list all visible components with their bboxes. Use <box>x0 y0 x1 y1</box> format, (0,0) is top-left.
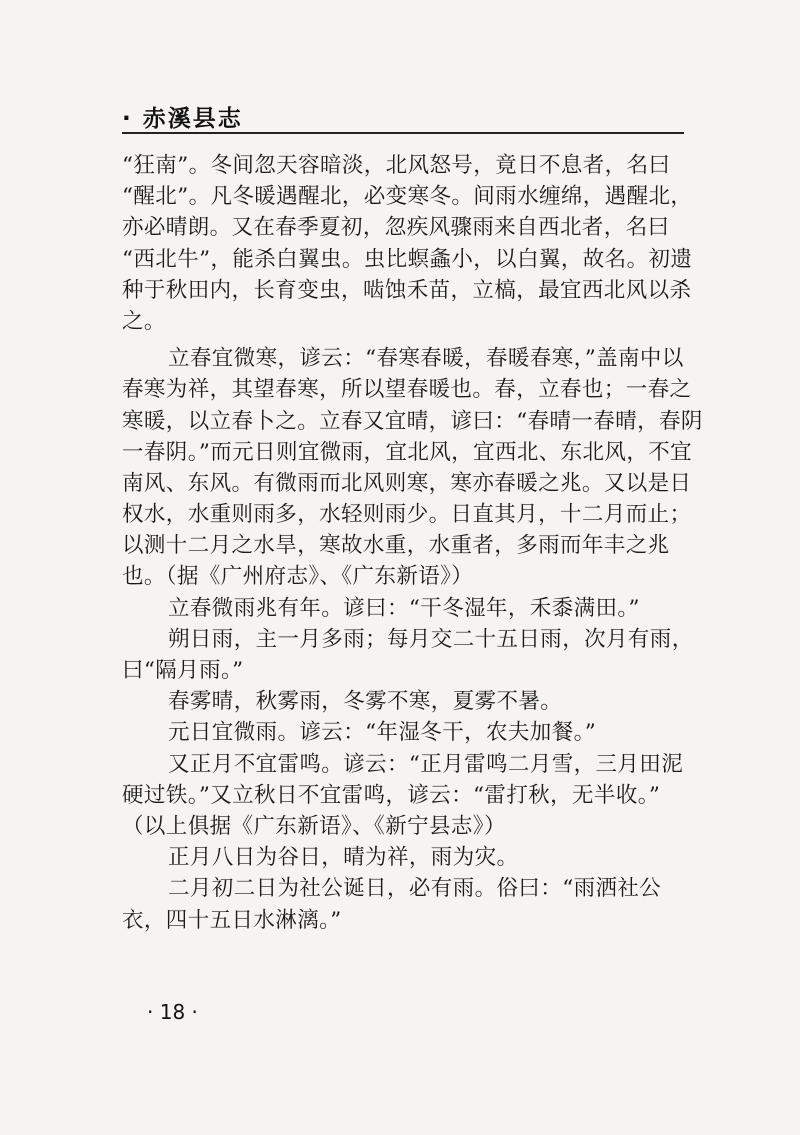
running-header-title: · 赤溪县志 <box>122 106 243 132</box>
text-line: 南风、东风。有微雨而北风则寒，寒亦春暖之兆。又以是日 <box>122 470 692 496</box>
text-line: 朔日雨，主一月多雨；每月交二十五日雨，次月有雨， <box>168 626 694 652</box>
text-line: 一春阴。”而元日则宜微雨，宜北风，宜西北、东北风，不宜 <box>122 439 693 465</box>
text-line: 又正月不宜雷鸣。谚云：“正月雷鸣二月雪，三月田泥 <box>168 751 684 777</box>
text-line: 春雾晴，秋雾雨，冬雾不寒，夏雾不暑。 <box>168 689 563 715</box>
text-line: 也。（据《广州府志》、《广东新语》） <box>122 564 474 590</box>
running-header <box>122 98 684 134</box>
text-line: 元日宜微雨。谚云：“年湿冬干，农夫加餐。” <box>168 720 597 746</box>
text-line: “狂南”。冬间忽天容暗淡，北风怒号，竟日不息者，名曰 <box>122 153 671 178</box>
text-line: 种于秋田内，长育变虫，啮蚀禾苗，立槁，最宜西北风以杀 <box>122 277 692 303</box>
text-line: 寒暖，以立春卜之。立春又宜晴，谚曰：“春晴一春晴，春阴 <box>122 408 703 434</box>
text-line: （以上俱据《广东新语》、《新宁县志》） <box>122 813 506 839</box>
page-number: · 18 · <box>147 1000 198 1024</box>
text-line: 亦必晴朗。又在春季夏初，忽疾风骤雨来自西北者，名曰 <box>122 215 670 241</box>
text-line: 立春微雨兆有年。谚曰：“干冬湿年，禾黍满田。” <box>168 595 640 621</box>
text-line: 权水，水重则雨多，水轻则雨少。日直其月，十二月而止； <box>122 502 692 528</box>
text-line: 以测十二月之水旱，寒故水重，水重者，多雨而年丰之兆 <box>122 533 670 559</box>
text-line: 曰“隔月雨。” <box>122 658 244 683</box>
body-text <box>122 150 703 936</box>
text-line: “西北牛”，能杀白翼虫。虫比螟螽小，以白翼，故名。初遗 <box>122 246 693 272</box>
header-rule <box>122 132 684 134</box>
text-line: 硬过铁。”又立秋日不宜雷鸣，谚云：“雷打秋，无半收。” <box>122 782 661 808</box>
text-line: 衣，四十五日水淋漓。” <box>122 907 342 933</box>
text-line: 二月初二日为社公诞日，必有雨。俗曰：“雨洒社公 <box>168 876 662 902</box>
text-line: 之。 <box>122 308 166 334</box>
text-line: 正月八日为谷日，晴为祥，雨为灾。 <box>168 845 519 871</box>
text-line: 立春宜微寒，谚云：“春寒春暖，春暖春寒，”盖南中以 <box>168 346 684 372</box>
text-line: “醒北”。凡冬暖遇醒北，必变寒冬。间雨水缠绵，遇醒北， <box>122 184 693 210</box>
text-line: 春寒为祥，其望春寒，所以望春暖也。春，立春也；一春之 <box>122 377 692 403</box>
